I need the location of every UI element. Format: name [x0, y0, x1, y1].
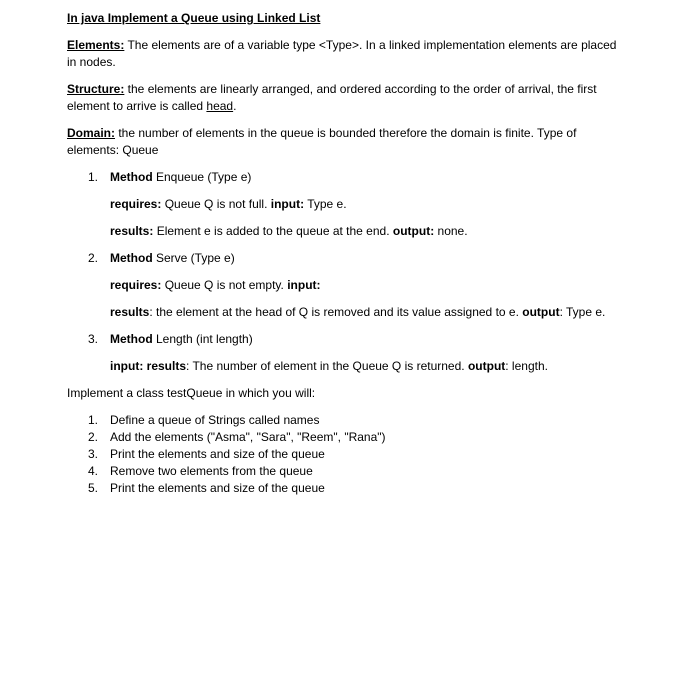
elements-text: The elements are of a variable type <Type>. In a linked implementation elements are placed in nodes.	[67, 38, 617, 69]
detail-text: none.	[434, 224, 468, 238]
structure-term-head: head	[206, 99, 234, 113]
detail-key: input:	[287, 278, 321, 292]
task-text: Add the elements ("Asma", "Sara", "Reem", "Rana")	[110, 430, 386, 444]
method-detail	[67, 304, 627, 321]
method-keyword: Method	[110, 332, 153, 346]
task-text: Print the elements and size of the queue	[110, 447, 325, 461]
elements-label: Elements:	[67, 38, 125, 52]
method-detail	[67, 358, 627, 375]
task-text: Remove two elements from the queue	[110, 464, 313, 478]
task-number: 1.	[88, 413, 99, 427]
method-detail	[67, 196, 627, 213]
detail-key: requires:	[110, 197, 162, 211]
domain-text: the number of elements in the queue is bounded therefore the domain is finite. Type of elements: Queue	[67, 126, 577, 157]
detail-key: results	[110, 305, 150, 319]
detail-text: Queue Q is not empty.	[161, 278, 288, 292]
task-number: 5.	[88, 481, 99, 495]
task-number: 3.	[88, 447, 99, 461]
method-detail	[67, 277, 627, 294]
detail-text: : the element at the head of Q is removed and its value assigned to e.	[149, 305, 523, 319]
method-item	[67, 331, 627, 348]
detail-key: output	[522, 305, 560, 319]
detail-key: output	[467, 359, 506, 373]
method-item	[67, 250, 627, 267]
detail-text: Type e.	[304, 197, 347, 211]
task-text: Define a queue of Strings called names	[110, 413, 320, 427]
structure-text: the elements are linearly arranged, and ordered according to the order of arrival, the first element to arrive is called	[67, 82, 597, 113]
document-title: In java Implement a Queue using Linked List	[67, 11, 321, 25]
task-number: 2.	[88, 430, 99, 444]
domain-label: Domain:	[67, 126, 115, 140]
detail-text: : Type e.	[559, 305, 606, 319]
method-keyword: Method	[110, 170, 153, 184]
method-detail	[67, 223, 627, 240]
detail-text: Element e is added to the queue at the end.	[153, 224, 393, 238]
task-item	[67, 463, 627, 480]
implement-intro: Implement a class testQueue in which you will:	[67, 386, 316, 400]
detail-key: output:	[392, 224, 435, 238]
detail-key: input: results	[110, 359, 187, 373]
detail-key: results:	[110, 224, 154, 238]
method-list	[67, 169, 627, 375]
method-signature: Length (int length)	[152, 332, 253, 346]
structure-end: .	[233, 99, 237, 113]
task-item	[67, 412, 627, 429]
task-item	[67, 429, 627, 446]
detail-text: : length.	[505, 359, 548, 373]
method-keyword: Method	[110, 251, 153, 265]
task-number: 4.	[88, 464, 99, 478]
detail-key: requires:	[110, 278, 162, 292]
domain-paragraph	[67, 125, 627, 159]
method-item	[67, 169, 627, 186]
method-number: 3.	[88, 332, 99, 346]
task-item	[67, 446, 627, 463]
detail-key: input:	[270, 197, 305, 211]
task-item	[67, 480, 627, 497]
method-signature: Enqueue (Type e)	[152, 170, 252, 184]
method-number: 2.	[88, 251, 99, 265]
method-signature: Serve (Type e)	[152, 251, 235, 265]
document-page	[67, 10, 627, 497]
structure-paragraph	[67, 81, 627, 115]
method-number: 1.	[88, 170, 99, 184]
detail-text: Queue Q is not full.	[161, 197, 271, 211]
task-text: Print the elements and size of the queue	[110, 481, 325, 495]
structure-label: Structure:	[67, 82, 125, 96]
elements-paragraph	[67, 37, 627, 71]
detail-text: : The number of element in the Queue Q is returned.	[186, 359, 468, 373]
task-list	[67, 412, 627, 497]
